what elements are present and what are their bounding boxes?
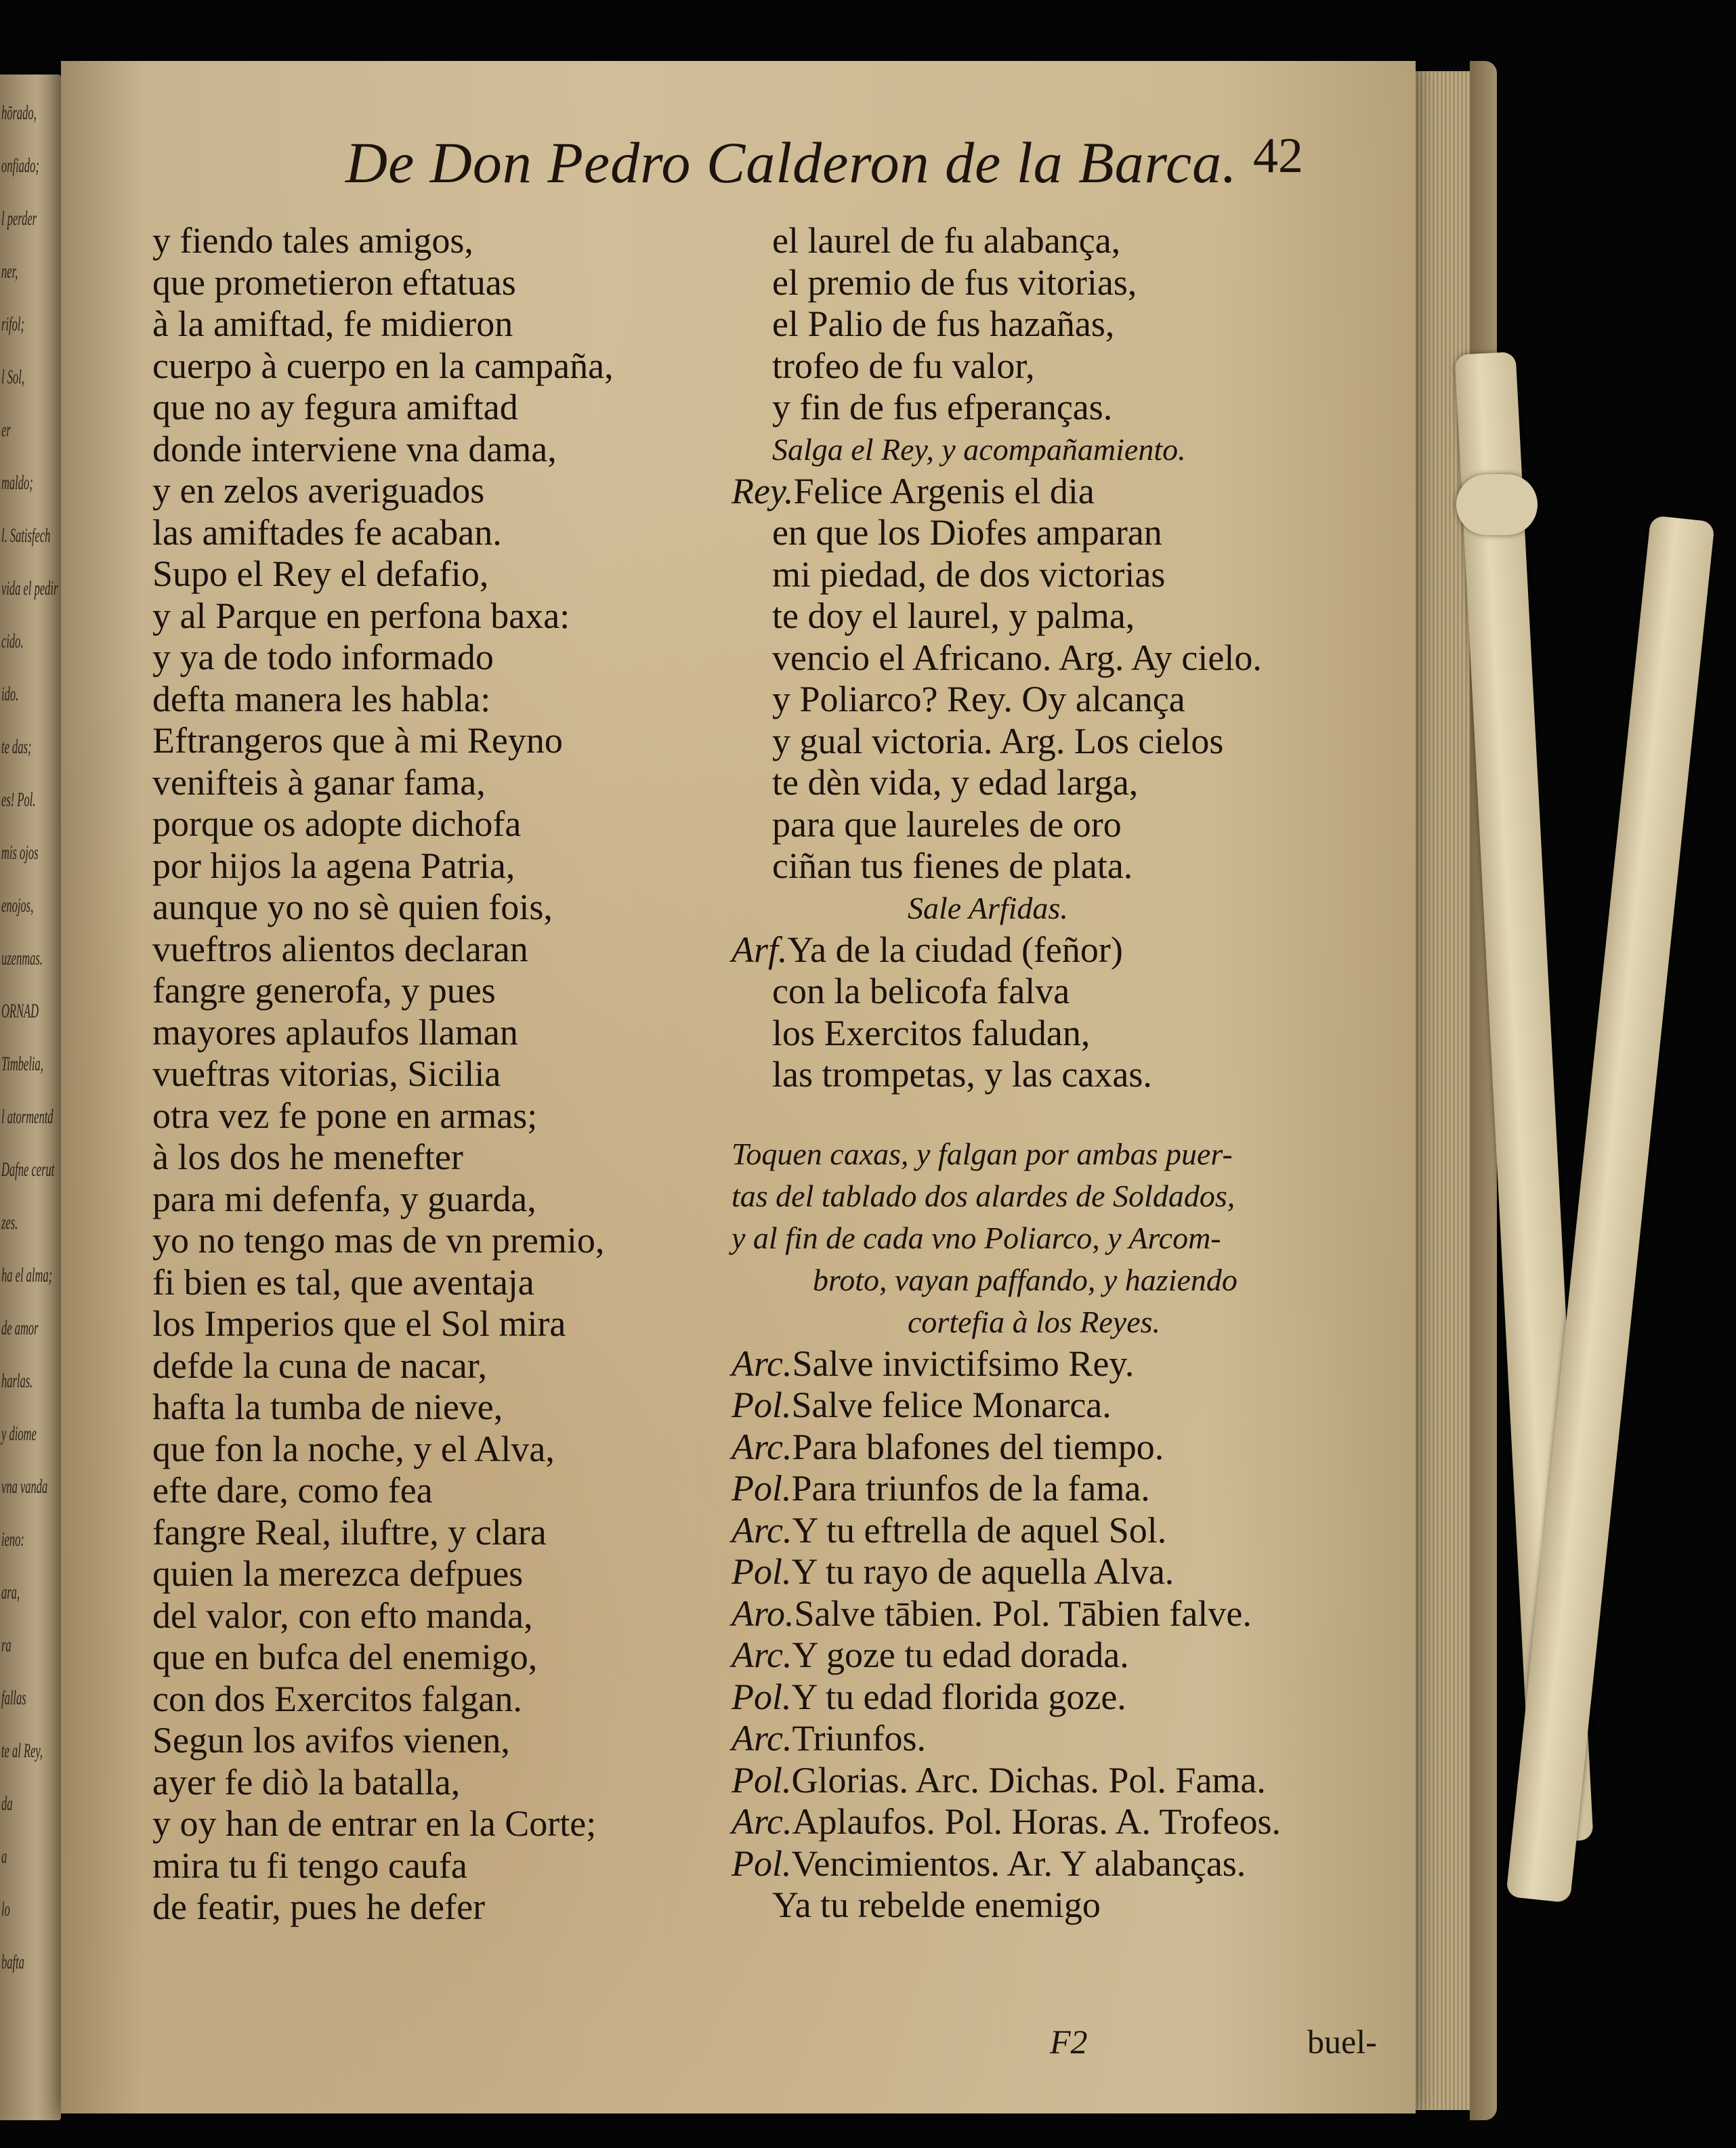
verse-text: y Poliarco? Rey. Oy alcança bbox=[772, 679, 1185, 719]
verse-text: Aplaufos. Pol. Horas. A. Trofeos. bbox=[792, 1801, 1282, 1842]
verse-line bbox=[732, 1677, 1422, 1719]
verse-text: para que laureles de oro bbox=[772, 803, 1122, 845]
verse-text: Y tu edad florida goze. bbox=[791, 1676, 1126, 1717]
verse-line bbox=[732, 595, 1422, 637]
verse-line: fangre generofa, y pues bbox=[152, 970, 496, 1011]
right-text-column bbox=[732, 220, 1422, 1926]
margin-fragment: l. Satisfech bbox=[1, 524, 51, 547]
verse-line: yo no tengo mas de vn premio, bbox=[152, 1220, 605, 1261]
margin-fragment: harlas. bbox=[1, 1370, 33, 1392]
verse-line: del valor, con efto manda, bbox=[152, 1595, 533, 1636]
verse-line: donde interviene vna dama, bbox=[152, 428, 557, 469]
margin-fragment: a bbox=[1, 1845, 7, 1868]
speaker-label: Arc. bbox=[732, 1426, 792, 1467]
speaker-label: Pol. bbox=[732, 1551, 792, 1592]
verse-line: venifteis à ganar fama, bbox=[152, 761, 486, 803]
verse-text: Vencimientos. Ar. Y alabanças. bbox=[791, 1842, 1246, 1884]
verse-line bbox=[732, 845, 1422, 887]
verse-line: cuerpo à cuerpo en la campaña, bbox=[152, 345, 614, 386]
margin-fragment: onfiado; bbox=[1, 154, 39, 177]
verse-line: que fon la noche, y el Alva, bbox=[152, 1428, 555, 1469]
verse-line: los Imperios que el Sol mira bbox=[152, 1303, 566, 1344]
verse-text: vencio el Africano. Arg. Ay cielo. bbox=[772, 637, 1262, 678]
verse-text: Para triunfos de la fama. bbox=[791, 1468, 1150, 1509]
verse-line bbox=[732, 1884, 1422, 1926]
speaker-label: Pol. bbox=[732, 1385, 792, 1425]
margin-fragment: Timbelia, bbox=[1, 1053, 43, 1075]
book-page bbox=[61, 61, 1416, 2113]
margin-fragment: cido. bbox=[1, 630, 24, 652]
margin-fragment: vna vanda bbox=[1, 1475, 48, 1498]
margin-fragment: enojos, bbox=[1, 894, 34, 917]
verse-line bbox=[732, 1343, 1422, 1385]
verse-text: Y goze tu edad dorada. bbox=[792, 1635, 1129, 1675]
verse-line: vueftros alientos declaran bbox=[152, 928, 528, 969]
verse-line: y fin de fus efperanças. bbox=[772, 387, 1113, 427]
verse-line bbox=[732, 471, 1422, 513]
verse-line: por hijos la agena Patria, bbox=[152, 845, 515, 886]
margin-fragment: ido. bbox=[1, 683, 19, 705]
verse-line: ayer fe diò la batalla, bbox=[152, 1761, 461, 1803]
speaker-label: Pol. bbox=[732, 1676, 792, 1717]
verse-text: Para blafones del tiempo. bbox=[792, 1426, 1164, 1467]
speaker-label: Arc. bbox=[732, 1718, 792, 1759]
verse-line: defde la cuna de nacar, bbox=[152, 1345, 488, 1386]
verse-line: y fiendo tales amigos, bbox=[152, 220, 473, 261]
margin-fragment: ra bbox=[1, 1634, 12, 1656]
margin-fragment: l Sol, bbox=[1, 366, 24, 388]
verse-line: mayores aplaufos llaman bbox=[152, 1011, 518, 1053]
speaker-label: Pol. bbox=[732, 1842, 792, 1884]
verse-line: trofeo de fu valor, bbox=[772, 345, 1035, 386]
verse-text: te dèn vida, y edad larga, bbox=[772, 762, 1139, 803]
verse-line bbox=[732, 1593, 1422, 1635]
speaker-label: Aro. bbox=[732, 1593, 795, 1634]
verse-line: aunque yo no sè quien fois, bbox=[152, 887, 553, 927]
verse-line: las amiftades fe acaban. bbox=[152, 511, 502, 553]
verse-text: Salve tābien. Pol. Tābien falve. bbox=[794, 1593, 1252, 1634]
verse-line: Supo el Rey el defafio, bbox=[152, 553, 489, 594]
verse-text: mi piedad, de dos victorias bbox=[772, 553, 1166, 595]
verse-line bbox=[732, 1718, 1422, 1760]
verse-text: los Exercitos faludan, bbox=[772, 1012, 1091, 1053]
margin-fragment: uzenmas. bbox=[1, 947, 43, 969]
margin-fragment: ieno: bbox=[1, 1528, 24, 1551]
verse-text: y gual victoria. Arg. Los cielos bbox=[772, 720, 1224, 761]
previous-page-edge bbox=[0, 75, 61, 2120]
verse-line bbox=[732, 1385, 1422, 1427]
verse-line: que prometieron eftatuas bbox=[152, 261, 516, 303]
verse-line: Segun los avifos vienen, bbox=[152, 1720, 510, 1761]
speaker-label: Arc. bbox=[732, 1635, 792, 1675]
speaker-label: Pol. bbox=[732, 1759, 792, 1800]
margin-fragment: zes. bbox=[1, 1211, 18, 1234]
verse-text: Y tu eftrella de aquel Sol. bbox=[792, 1509, 1167, 1551]
verse-text: Triunfos. bbox=[792, 1718, 927, 1759]
verse-line bbox=[732, 971, 1422, 1013]
page-number: 42 bbox=[1253, 128, 1303, 184]
speaker-label: Arf. bbox=[732, 929, 788, 970]
verse-line: otra vez fe pone en armas; bbox=[152, 1095, 538, 1136]
verse-line bbox=[732, 1635, 1422, 1677]
verse-text: Salve felice Monarca. bbox=[791, 1385, 1112, 1425]
margin-fragment: ORNAD bbox=[1, 1000, 39, 1022]
verse-line bbox=[732, 804, 1422, 846]
margin-fragment: y diome bbox=[1, 1423, 37, 1445]
verse-line: porque os adopte dichofa bbox=[152, 803, 522, 844]
verse-text: con la belicofa falva bbox=[772, 971, 1070, 1011]
catchword: buel- bbox=[1307, 2023, 1377, 2061]
stage-direction-line: tas del tablado dos alardes de Soldados, bbox=[732, 1178, 1235, 1213]
running-title: De Don Pedro Calderon de la Barca. bbox=[345, 130, 1237, 195]
verse-line: quien la merezca defpues bbox=[152, 1553, 524, 1594]
margin-fragment: ha el alma; bbox=[1, 1264, 53, 1286]
verse-text: ciñan tus fienes de plata. bbox=[772, 845, 1133, 886]
verse-line bbox=[732, 1054, 1422, 1096]
verse-line: y en zelos averiguados bbox=[152, 470, 485, 511]
margin-fragment: vida el pedir bbox=[1, 577, 58, 599]
verse-line bbox=[732, 1013, 1422, 1055]
stage-direction-line: cortefia à los Reyes. bbox=[908, 1304, 1161, 1339]
margin-fragment: ner, bbox=[1, 260, 18, 282]
verse-line: que no ay fegura amiftad bbox=[152, 387, 518, 427]
verse-line bbox=[732, 762, 1422, 804]
verse-text: las trompetas, y las caxas. bbox=[772, 1054, 1152, 1095]
speaker-label: Pol. bbox=[732, 1468, 792, 1509]
verse-line bbox=[732, 1551, 1422, 1593]
margin-fragment: bafta bbox=[1, 1951, 24, 1973]
verse-line: con dos Exercitos falgan. bbox=[152, 1678, 522, 1719]
verse-text: Ya tu rebelde enemigo bbox=[772, 1884, 1101, 1925]
verse-line bbox=[732, 637, 1422, 679]
verse-line: el laurel de fu alabança, bbox=[772, 220, 1121, 261]
verse-line bbox=[732, 1801, 1422, 1843]
verse-line: y al Parque en perfona baxa: bbox=[152, 595, 570, 636]
speaker-label: Arc. bbox=[732, 1343, 792, 1384]
margin-fragment: hōrado, bbox=[1, 102, 37, 124]
verse-line bbox=[732, 721, 1422, 763]
verse-line: vueftras vitorias, Sicilia bbox=[152, 1053, 501, 1094]
stage-direction-line: y al fin de cada vno Poliarco, y Arcom- bbox=[732, 1220, 1221, 1255]
margin-fragment: rifol; bbox=[1, 313, 24, 335]
verse-line: para mi defenfa, y guarda, bbox=[152, 1178, 536, 1219]
verse-line: à los dos he menefter bbox=[152, 1137, 463, 1177]
verse-line: el premio de fus vitorias, bbox=[772, 261, 1137, 303]
verse-line: hafta la tumba de nieve, bbox=[152, 1387, 503, 1427]
margin-fragment: da bbox=[1, 1792, 13, 1815]
signature-mark: F2 bbox=[1050, 2023, 1088, 2061]
speaker-label: Arc. bbox=[732, 1801, 792, 1842]
verse-text: en que los Diofes amparan bbox=[772, 512, 1162, 553]
speaker-label: Arc. bbox=[732, 1509, 792, 1551]
verse-line: defta manera les habla: bbox=[152, 678, 491, 719]
leather-tie-loop bbox=[1456, 474, 1538, 535]
margin-fragment: lo bbox=[1, 1898, 10, 1920]
verse-line bbox=[732, 1843, 1422, 1885]
verse-line: el Palio de fus hazañas, bbox=[772, 303, 1115, 344]
verse-line: efte dare, como fea bbox=[152, 1470, 433, 1511]
verse-line bbox=[732, 1760, 1422, 1802]
verse-line: mira tu fi tengo caufa bbox=[152, 1845, 467, 1886]
verse-line bbox=[732, 554, 1422, 596]
speaker-label: Rey. bbox=[732, 470, 794, 511]
verse-text: te doy el laurel, y palma, bbox=[772, 595, 1135, 636]
stage-direction-line: broto, vayan paffando, y haziendo bbox=[813, 1262, 1237, 1297]
margin-fragment: maldo; bbox=[1, 471, 33, 494]
verse-line: à la amiftad, fe midieron bbox=[152, 303, 513, 344]
verse-line: fangre Real, iluftre, y clara bbox=[152, 1511, 547, 1553]
margin-fragment: ara, bbox=[1, 1581, 20, 1603]
verse-line: fi bien es tal, que aventaja bbox=[152, 1261, 534, 1303]
margin-fragment: es! Pol. bbox=[1, 788, 36, 811]
stage-direction: Salga el Rey, y acompañamiento. bbox=[772, 431, 1186, 467]
stage-direction: Sale Arfidas. bbox=[908, 890, 1068, 925]
verse-line: de featir, pues he defer bbox=[152, 1887, 486, 1927]
margin-fragment: Dafne cerut bbox=[1, 1158, 55, 1181]
margin-fragment: de amor bbox=[1, 1317, 39, 1339]
verse-line bbox=[732, 679, 1422, 721]
margin-fragment: mis ojos bbox=[1, 841, 39, 864]
margin-fragment: fallas bbox=[1, 1687, 26, 1709]
verse-text: Glorias. Arc. Dichas. Pol. Fama. bbox=[791, 1759, 1266, 1800]
verse-line: Eftrangeros que à mi Reyno bbox=[152, 720, 563, 761]
verse-line bbox=[732, 1427, 1422, 1469]
verse-line bbox=[732, 512, 1422, 554]
margin-fragment: te al Rey, bbox=[1, 1740, 43, 1762]
margin-fragment: l atormentd bbox=[1, 1105, 54, 1128]
margin-fragment: te das; bbox=[1, 736, 32, 758]
verse-line: y ya de todo informado bbox=[152, 637, 494, 677]
stage-direction-line: Toquen caxas, y falgan por ambas puer- bbox=[732, 1136, 1233, 1171]
verse-line bbox=[732, 929, 1422, 971]
verse-text: Felice Argenis el dia bbox=[793, 470, 1095, 511]
verse-line: que en bufca del enemigo, bbox=[152, 1637, 538, 1677]
verse-line bbox=[732, 1510, 1422, 1552]
verse-line: y oy han de entrar en la Corte; bbox=[152, 1803, 597, 1844]
verse-text: Salve invictifsimo Rey. bbox=[792, 1343, 1135, 1384]
margin-fragment: l perder bbox=[1, 207, 37, 230]
spacer bbox=[732, 1096, 1422, 1133]
verse-line bbox=[732, 1468, 1422, 1510]
margin-fragment: er bbox=[1, 419, 11, 441]
verse-text: Y tu rayo de aquella Alva. bbox=[791, 1551, 1174, 1592]
left-text-column bbox=[152, 220, 762, 1929]
verse-text: Ya de la ciudad (feñor) bbox=[787, 929, 1123, 970]
